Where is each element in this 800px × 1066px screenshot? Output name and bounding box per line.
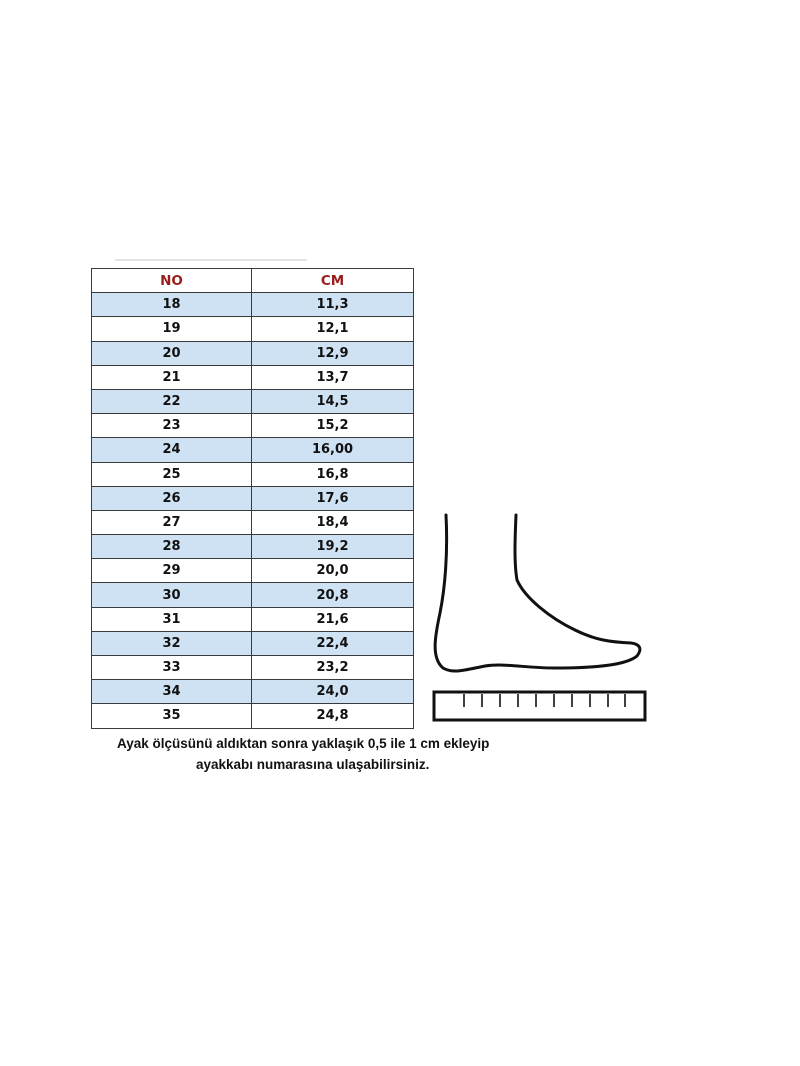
table-row xyxy=(92,680,414,704)
table-row xyxy=(92,535,414,559)
size-cm-cell: 20,8 xyxy=(252,583,414,607)
table-row xyxy=(92,607,414,631)
size-cm-cell: 19,2 xyxy=(252,535,414,559)
size-no-cell: 19 xyxy=(92,317,252,341)
size-no-cell: 26 xyxy=(92,486,252,510)
size-no-cell: 35 xyxy=(92,704,252,728)
size-no-cell: 18 xyxy=(92,293,252,317)
size-cm-cell: 11,3 xyxy=(252,293,414,317)
table-row xyxy=(92,317,414,341)
table-row xyxy=(92,365,414,389)
size-no-cell: 33 xyxy=(92,656,252,680)
size-no-cell: 22 xyxy=(92,389,252,413)
size-cm-cell: 16,00 xyxy=(252,438,414,462)
table-row xyxy=(92,559,414,583)
size-cm-cell: 13,7 xyxy=(252,365,414,389)
size-cm-cell: 12,9 xyxy=(252,341,414,365)
size-cm-cell: 18,4 xyxy=(252,510,414,534)
table-row xyxy=(92,341,414,365)
size-cm-cell: 22,4 xyxy=(252,631,414,655)
size-no-cell: 34 xyxy=(92,680,252,704)
size-no-cell: 21 xyxy=(92,365,252,389)
size-no-cell: 30 xyxy=(92,583,252,607)
size-no-cell: 28 xyxy=(92,535,252,559)
size-no-cell: 25 xyxy=(92,462,252,486)
foot-outline-icon xyxy=(435,515,640,671)
size-no-cell: 32 xyxy=(92,631,252,655)
column-header-no: NO xyxy=(92,269,252,293)
size-cm-cell: 15,2 xyxy=(252,414,414,438)
instruction-line-1: Ayak ölçüsünü aldıktan sonra yaklaşık 0,5 ile 1 cm ekleyip xyxy=(117,736,490,751)
size-cm-cell: 23,2 xyxy=(252,656,414,680)
table-row xyxy=(92,583,414,607)
table-row xyxy=(92,704,414,728)
foot-measurement-illustration xyxy=(425,508,650,728)
size-no-cell: 24 xyxy=(92,438,252,462)
table-row xyxy=(92,510,414,534)
size-cm-cell: 14,5 xyxy=(252,389,414,413)
size-cm-cell: 16,8 xyxy=(252,462,414,486)
table-row xyxy=(92,462,414,486)
table-row xyxy=(92,293,414,317)
size-cm-cell: 17,6 xyxy=(252,486,414,510)
size-no-cell: 23 xyxy=(92,414,252,438)
size-cm-cell: 12,1 xyxy=(252,317,414,341)
table-row xyxy=(92,389,414,413)
size-cm-cell: 24,8 xyxy=(252,704,414,728)
size-no-cell: 29 xyxy=(92,559,252,583)
size-cm-cell: 24,0 xyxy=(252,680,414,704)
instruction-line-2: ayakkabı numarasına ulaşabilirsiniz. xyxy=(196,757,430,772)
table-row xyxy=(92,414,414,438)
table-header-row xyxy=(92,269,414,293)
table-row xyxy=(92,631,414,655)
column-header-cm: CM xyxy=(252,269,414,293)
decorative-divider xyxy=(115,259,307,261)
size-chart-table xyxy=(91,268,414,729)
size-cm-cell: 21,6 xyxy=(252,607,414,631)
table-row xyxy=(92,438,414,462)
ruler-icon xyxy=(434,692,645,720)
table-row xyxy=(92,656,414,680)
size-no-cell: 27 xyxy=(92,510,252,534)
size-no-cell: 20 xyxy=(92,341,252,365)
table-row xyxy=(92,486,414,510)
size-no-cell: 31 xyxy=(92,607,252,631)
size-cm-cell: 20,0 xyxy=(252,559,414,583)
